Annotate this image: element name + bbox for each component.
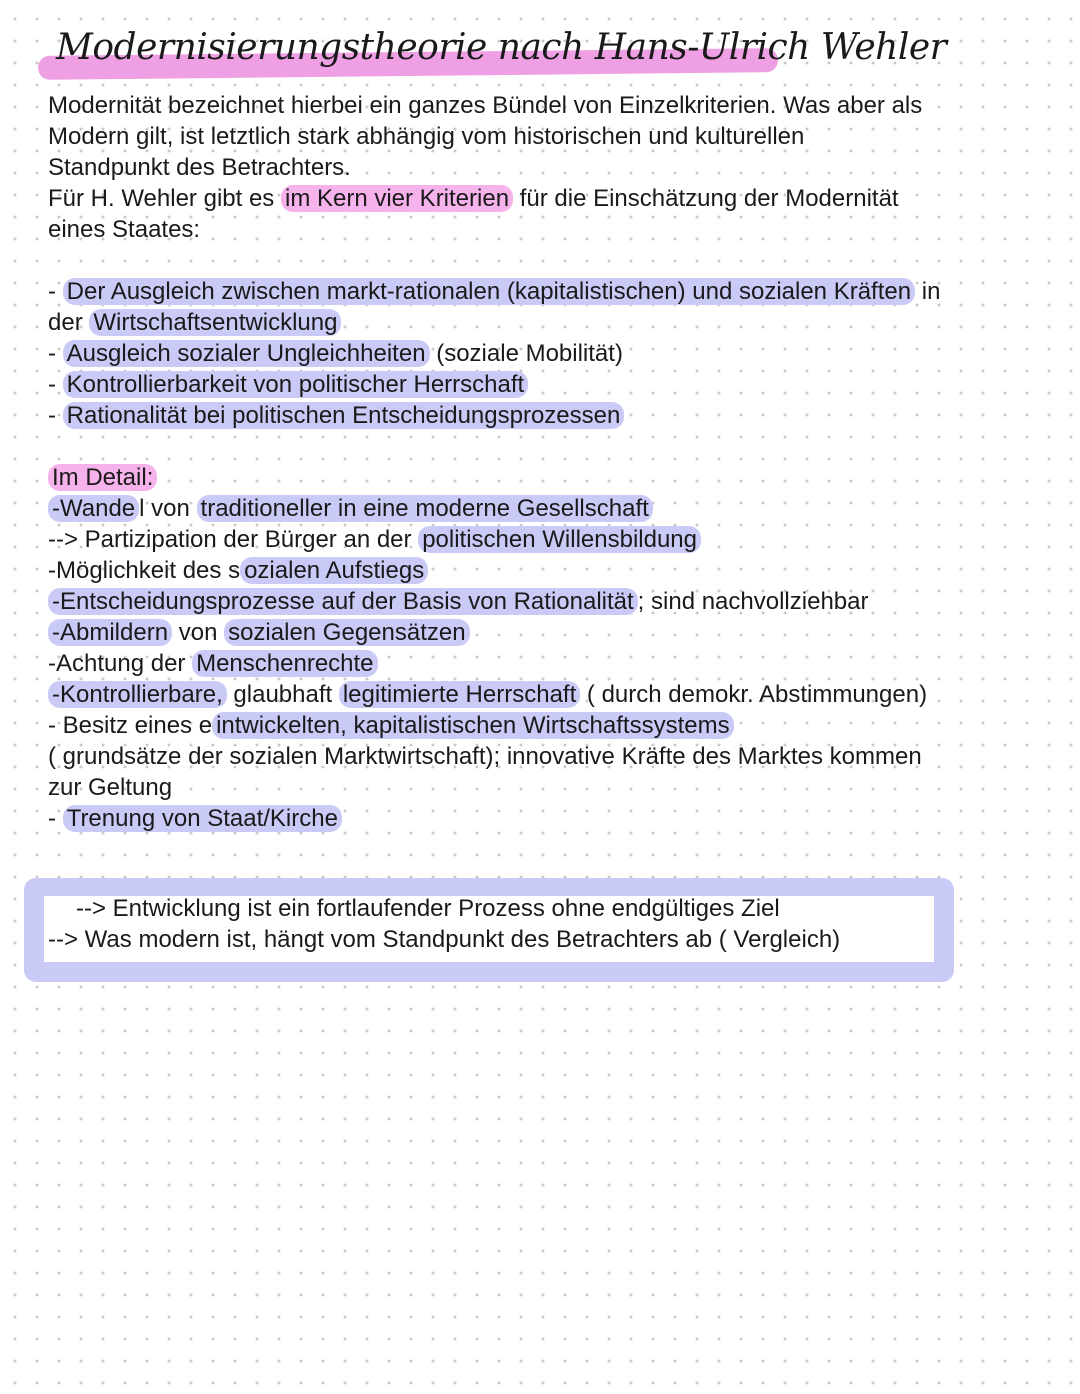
intro-line: Modern gilt, ist letztlich stark abhängig vom historischen und kulturellen (48, 123, 805, 150)
page-title: Modernisierungstheorie nach Hans-Ulrich Wehler (56, 27, 947, 68)
highlight-blue: -Entscheidungsprozesse auf der Basis von Rationalität (48, 588, 638, 615)
detail-item: - Besitz eines e intwickelten, kapitalistischen Wirtschaftssystems (48, 710, 1038, 741)
criteria-item: - Kontrollierbarkeit von politischer Herrschaft (48, 369, 1038, 400)
intro-line: eines Staates: (48, 216, 201, 243)
criteria-item-continuation: der Wirtschaftsentwicklung (48, 307, 1038, 338)
detail-item-continuation: ( grundsätze der sozialen Marktwirtschaft); innovative Kräfte des Marktes kommen (48, 743, 922, 770)
highlight-blue: ozialen Aufstiegs (240, 557, 428, 584)
criteria-item: - Der Ausgleich zwischen markt-rationalen (kapitalistischen) und sozialen Kräften in (48, 278, 941, 305)
criteria-item: - Rationalität bei politischen Entscheidungsprozessen (48, 400, 1038, 431)
highlight-blue: -Kontrollierbare, (48, 681, 227, 708)
highlight-blue: Kontrollierbarkeit von politischer Herrschaft (63, 371, 529, 398)
detail-item: -Kontrollierbare, glaubhaft legitimierte Herrschaft ( durch demokr. Abstimmungen) (48, 679, 1038, 710)
summary-text (48, 893, 840, 955)
highlight-pink: Im Detail: (48, 464, 157, 491)
highlight-blue: legitimierte Herrschaft (339, 681, 580, 708)
highlight-blue: Menschenrechte (192, 650, 377, 677)
detail-item: -Entscheidungsprozesse auf der Basis von Rationalität ; sind nachvollziehbar (48, 586, 1038, 617)
detail-item: -Wande l von traditioneller in eine moderne Gesellschaft (48, 493, 1038, 524)
highlight-blue: -Abmildern (48, 619, 172, 646)
summary-line: --> Entwicklung ist ein fortlaufender Prozess ohne endgültiges Ziel (76, 895, 780, 922)
detail-item: - Trenung von Staat/Kirche (48, 803, 1038, 834)
criteria-item: - Ausgleich sozialer Ungleichheiten (soziale Mobilität) (48, 340, 623, 367)
detail-item: --> Partizipation der Bürger an der politischen Willensbildung (48, 524, 1038, 555)
highlight-blue: Der Ausgleich zwischen markt-rationalen (kapitalistischen) und sozialen Kräften (63, 278, 915, 305)
highlight-blue: Trenung von Staat/Kirche (63, 805, 342, 832)
detail-item-continuation: zur Geltung (48, 774, 173, 801)
highlight-blue: -Wande (48, 495, 139, 522)
highlight-pink: im Kern vier Kriterien (281, 185, 513, 212)
title-block (36, 22, 947, 84)
highlight-blue: traditioneller in eine moderne Gesellschaft (197, 495, 653, 522)
detail-item: -Abmildern von sozialen Gegensätzen (48, 617, 1038, 648)
highlight-blue: intwickelten, kapitalistischen Wirtschaftssystems (212, 712, 734, 739)
highlight-blue: sozialen Gegensätzen (224, 619, 470, 646)
highlight-blue: Rationalität bei politischen Entscheidungsprozessen (63, 402, 625, 429)
intro-line: Für H. Wehler gibt es im Kern vier Kriterien für die Einschätzung der Modernität (48, 185, 899, 212)
intro-line: Standpunkt des Betrachters. (48, 154, 351, 181)
summary-line: --> Was modern ist, hängt vom Standpunkt des Betrachters ab ( Vergleich) (48, 926, 841, 953)
intro-paragraph (48, 90, 1038, 834)
detail-item: -Achtung der Menschenrechte (48, 648, 1038, 679)
detail-heading (48, 462, 1038, 493)
detail-item: -Möglichkeit des s ozialen Aufstiegs (48, 555, 1038, 586)
highlight-blue: Wirtschaftsentwicklung (89, 309, 341, 336)
highlight-blue: politischen Willensbildung (418, 526, 701, 553)
intro-line: Modernität bezeichnet hierbei ein ganzes Bündel von Einzelkriterien. Was aber als (48, 92, 923, 119)
highlight-blue: Ausgleich sozialer Ungleichheiten (63, 340, 430, 367)
